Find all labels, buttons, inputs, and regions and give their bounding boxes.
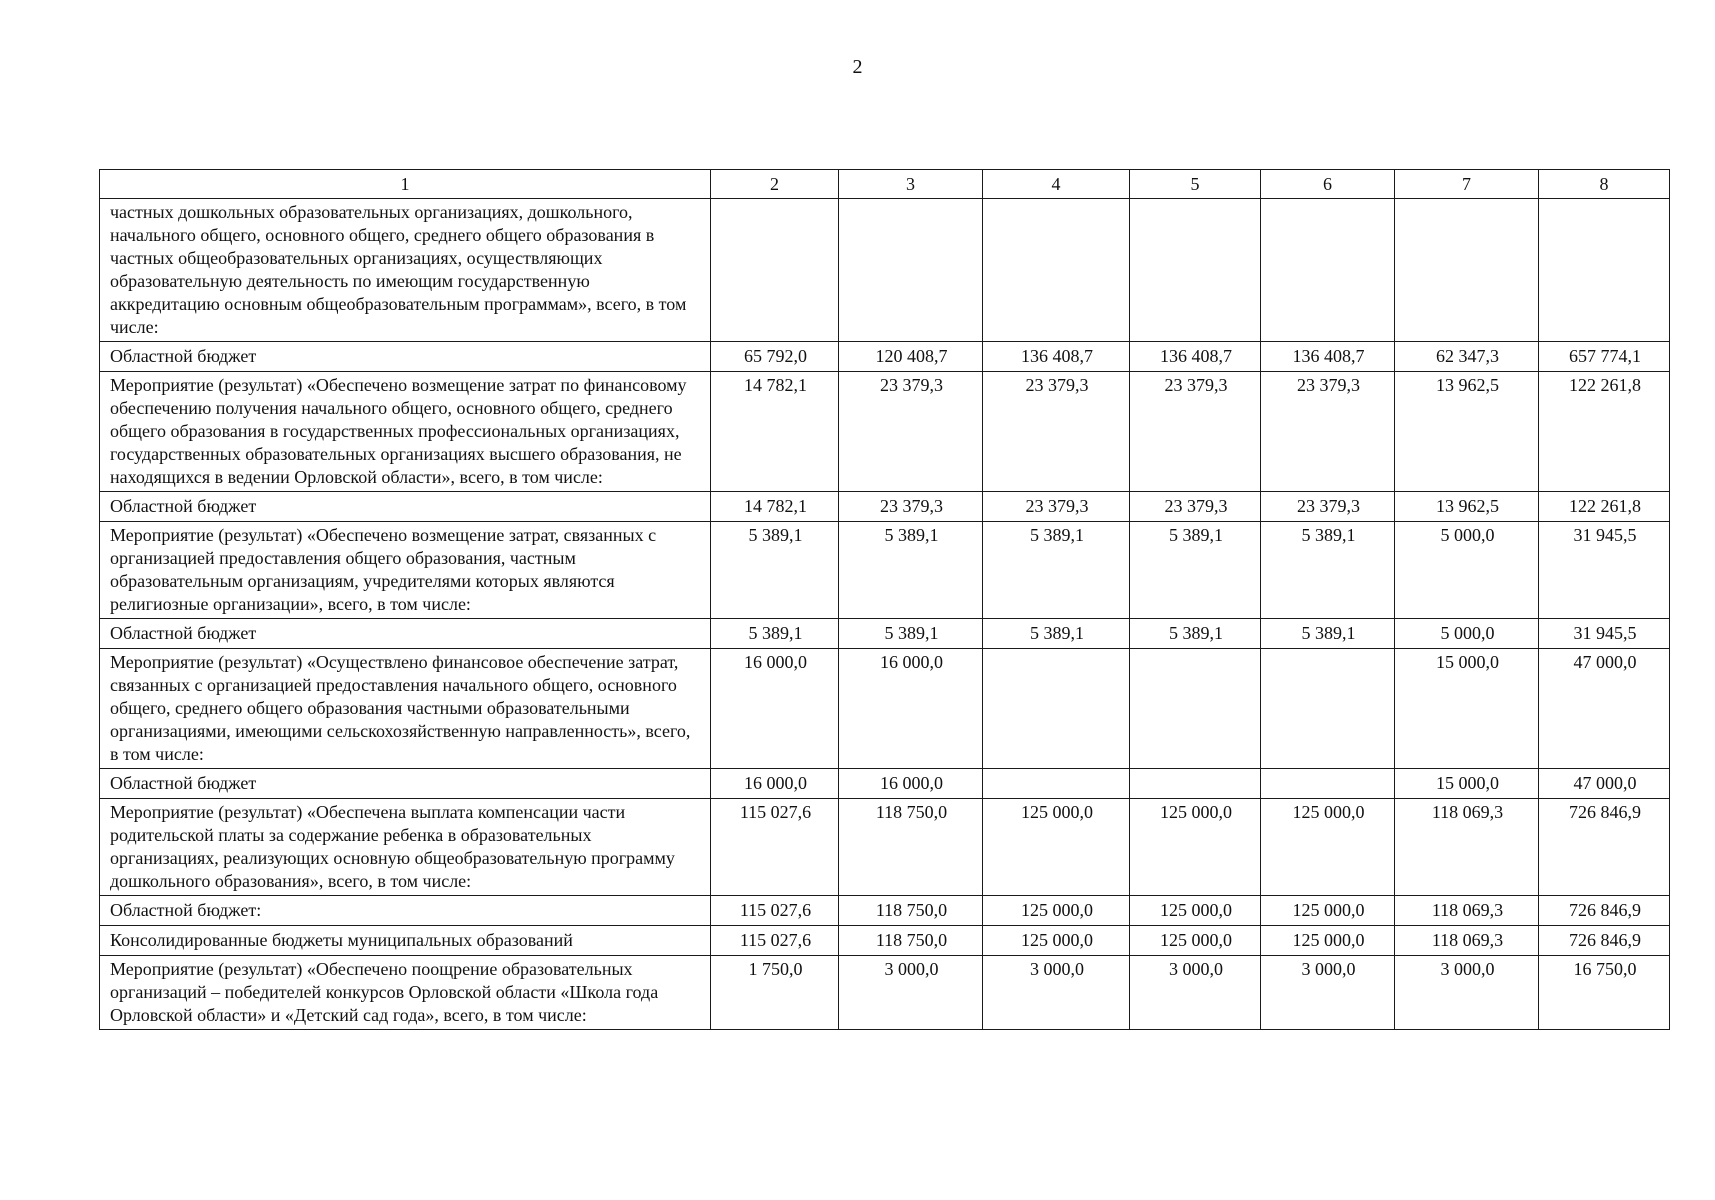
value-cell: 13 962,5 <box>1395 372 1539 492</box>
value-cell <box>1261 649 1395 769</box>
value-cell: 5 389,1 <box>1130 522 1261 619</box>
table-row <box>100 372 1670 492</box>
value-cell: 125 000,0 <box>1130 799 1261 896</box>
value-cell: 5 389,1 <box>983 619 1130 649</box>
header-cell: 3 <box>839 170 983 199</box>
value-cell: 122 261,8 <box>1539 372 1670 492</box>
header-cell: 2 <box>711 170 839 199</box>
header-cell: 7 <box>1395 170 1539 199</box>
row-label: Мероприятие (результат) «Обеспечено возмещение затрат по финансовому обеспечению получения начального общего, основного общего, среднего общего образования в государственных профессиональных организациях, государственных образовательных организациях высшего образования, не находящихся в ведении Орловской области», всего, в том числе: <box>100 372 711 492</box>
value-cell: 31 945,5 <box>1539 522 1670 619</box>
value-cell: 15 000,0 <box>1395 769 1539 799</box>
value-cell: 62 347,3 <box>1395 342 1539 372</box>
value-cell <box>983 649 1130 769</box>
value-cell: 657 774,1 <box>1539 342 1670 372</box>
value-cell: 3 000,0 <box>1130 956 1261 1030</box>
table-row <box>100 492 1670 522</box>
value-cell: 14 782,1 <box>711 492 839 522</box>
value-cell: 23 379,3 <box>983 492 1130 522</box>
value-cell: 125 000,0 <box>983 799 1130 896</box>
value-cell: 5 000,0 <box>1395 522 1539 619</box>
value-cell: 5 389,1 <box>983 522 1130 619</box>
value-cell: 726 846,9 <box>1539 799 1670 896</box>
value-cell: 125 000,0 <box>1261 896 1395 926</box>
value-cell <box>839 199 983 342</box>
header-row <box>100 170 1670 199</box>
value-cell: 13 962,5 <box>1395 492 1539 522</box>
value-cell <box>1130 199 1261 342</box>
row-label: Мероприятие (результат) «Обеспечено поощрение образовательных организаций – победителей конкурсов Орловской области «Школа года Орловской области» и «Детский сад года», всего, в том числе: <box>100 956 711 1030</box>
table-row <box>100 199 1670 342</box>
header-cell: 4 <box>983 170 1130 199</box>
value-cell: 5 000,0 <box>1395 619 1539 649</box>
value-cell: 5 389,1 <box>1130 619 1261 649</box>
value-cell: 15 000,0 <box>1395 649 1539 769</box>
value-cell: 120 408,7 <box>839 342 983 372</box>
value-cell: 136 408,7 <box>1261 342 1395 372</box>
value-cell: 14 782,1 <box>711 372 839 492</box>
value-cell: 125 000,0 <box>1261 926 1395 956</box>
value-cell: 5 389,1 <box>1261 619 1395 649</box>
value-cell: 16 000,0 <box>839 649 983 769</box>
table-row <box>100 926 1670 956</box>
value-cell: 5 389,1 <box>711 619 839 649</box>
row-label: Областной бюджет <box>100 342 711 372</box>
value-cell: 16 750,0 <box>1539 956 1670 1030</box>
table-row <box>100 956 1670 1030</box>
value-cell: 115 027,6 <box>711 896 839 926</box>
value-cell: 23 379,3 <box>983 372 1130 492</box>
header-cell: 1 <box>100 170 711 199</box>
table-row <box>100 619 1670 649</box>
header-cell: 8 <box>1539 170 1670 199</box>
value-cell: 3 000,0 <box>1261 956 1395 1030</box>
value-cell: 47 000,0 <box>1539 769 1670 799</box>
value-cell: 16 000,0 <box>839 769 983 799</box>
value-cell: 136 408,7 <box>983 342 1130 372</box>
value-cell <box>1395 199 1539 342</box>
value-cell <box>1261 769 1395 799</box>
value-cell: 65 792,0 <box>711 342 839 372</box>
value-cell: 3 000,0 <box>839 956 983 1030</box>
value-cell: 125 000,0 <box>1130 896 1261 926</box>
value-cell: 118 069,3 <box>1395 896 1539 926</box>
value-cell: 5 389,1 <box>839 619 983 649</box>
value-cell: 125 000,0 <box>983 896 1130 926</box>
row-label: Областной бюджет <box>100 492 711 522</box>
value-cell: 118 750,0 <box>839 896 983 926</box>
value-cell: 1 750,0 <box>711 956 839 1030</box>
table-row <box>100 522 1670 619</box>
row-label: Областной бюджет <box>100 619 711 649</box>
value-cell: 5 389,1 <box>711 522 839 619</box>
value-cell: 122 261,8 <box>1539 492 1670 522</box>
value-cell: 136 408,7 <box>1130 342 1261 372</box>
header-cell: 5 <box>1130 170 1261 199</box>
value-cell <box>1130 769 1261 799</box>
value-cell: 16 000,0 <box>711 769 839 799</box>
value-cell: 23 379,3 <box>1261 372 1395 492</box>
value-cell: 118 750,0 <box>839 799 983 896</box>
row-label: Областной бюджет <box>100 769 711 799</box>
header-cell: 6 <box>1261 170 1395 199</box>
table-row <box>100 649 1670 769</box>
value-cell: 31 945,5 <box>1539 619 1670 649</box>
value-cell: 125 000,0 <box>983 926 1130 956</box>
value-cell: 115 027,6 <box>711 799 839 896</box>
budget-table <box>99 169 1670 1030</box>
value-cell: 16 000,0 <box>711 649 839 769</box>
value-cell: 125 000,0 <box>1130 926 1261 956</box>
row-label: Мероприятие (результат) «Обеспечена выплата компенсации части родительской платы за содержание ребенка в образовательных организациях, реализующих основную общеобразовательную программу дошкольного образования», всего, в том числе: <box>100 799 711 896</box>
value-cell: 23 379,3 <box>839 492 983 522</box>
value-cell: 5 389,1 <box>839 522 983 619</box>
value-cell: 23 379,3 <box>839 372 983 492</box>
row-label: Областной бюджет: <box>100 896 711 926</box>
value-cell: 23 379,3 <box>1130 492 1261 522</box>
value-cell: 23 379,3 <box>1261 492 1395 522</box>
value-cell: 3 000,0 <box>1395 956 1539 1030</box>
value-cell: 47 000,0 <box>1539 649 1670 769</box>
page-number: 2 <box>852 56 863 78</box>
value-cell: 3 000,0 <box>983 956 1130 1030</box>
value-cell <box>983 769 1130 799</box>
row-label: Мероприятие (результат) «Осуществлено финансовое обеспечение затрат, связанных с организацией предоставления начального общего, основного общего, среднего общего образования частными образовательными организациями, имеющими сельскохозяйственную направленность», всего, в том числе: <box>100 649 711 769</box>
value-cell: 118 069,3 <box>1395 926 1539 956</box>
value-cell: 118 750,0 <box>839 926 983 956</box>
table-row <box>100 342 1670 372</box>
row-label: Консолидированные бюджеты муниципальных образований <box>100 926 711 956</box>
row-label: частных дошкольных образовательных организациях, дошкольного, начального общего, основного общего, среднего общего образования в частных общеобразовательных организациях, осуществляющих образовательную деятельность по имеющим государственную аккредитацию основным общеобразовательным программам», всего, в том числе: <box>100 199 711 342</box>
row-label: Мероприятие (результат) «Обеспечено возмещение затрат, связанных с организацией предоставления общего образования, частным образовательным организациям, учредителями которых являются религиозные организации», всего, в том числе: <box>100 522 711 619</box>
table-row <box>100 769 1670 799</box>
value-cell: 118 069,3 <box>1395 799 1539 896</box>
table-row <box>100 799 1670 896</box>
value-cell: 125 000,0 <box>1261 799 1395 896</box>
value-cell <box>1130 649 1261 769</box>
value-cell: 23 379,3 <box>1130 372 1261 492</box>
value-cell <box>983 199 1130 342</box>
value-cell <box>711 199 839 342</box>
value-cell: 5 389,1 <box>1261 522 1395 619</box>
value-cell <box>1261 199 1395 342</box>
value-cell: 726 846,9 <box>1539 926 1670 956</box>
value-cell: 726 846,9 <box>1539 896 1670 926</box>
value-cell <box>1539 199 1670 342</box>
value-cell: 115 027,6 <box>711 926 839 956</box>
table-row <box>100 896 1670 926</box>
